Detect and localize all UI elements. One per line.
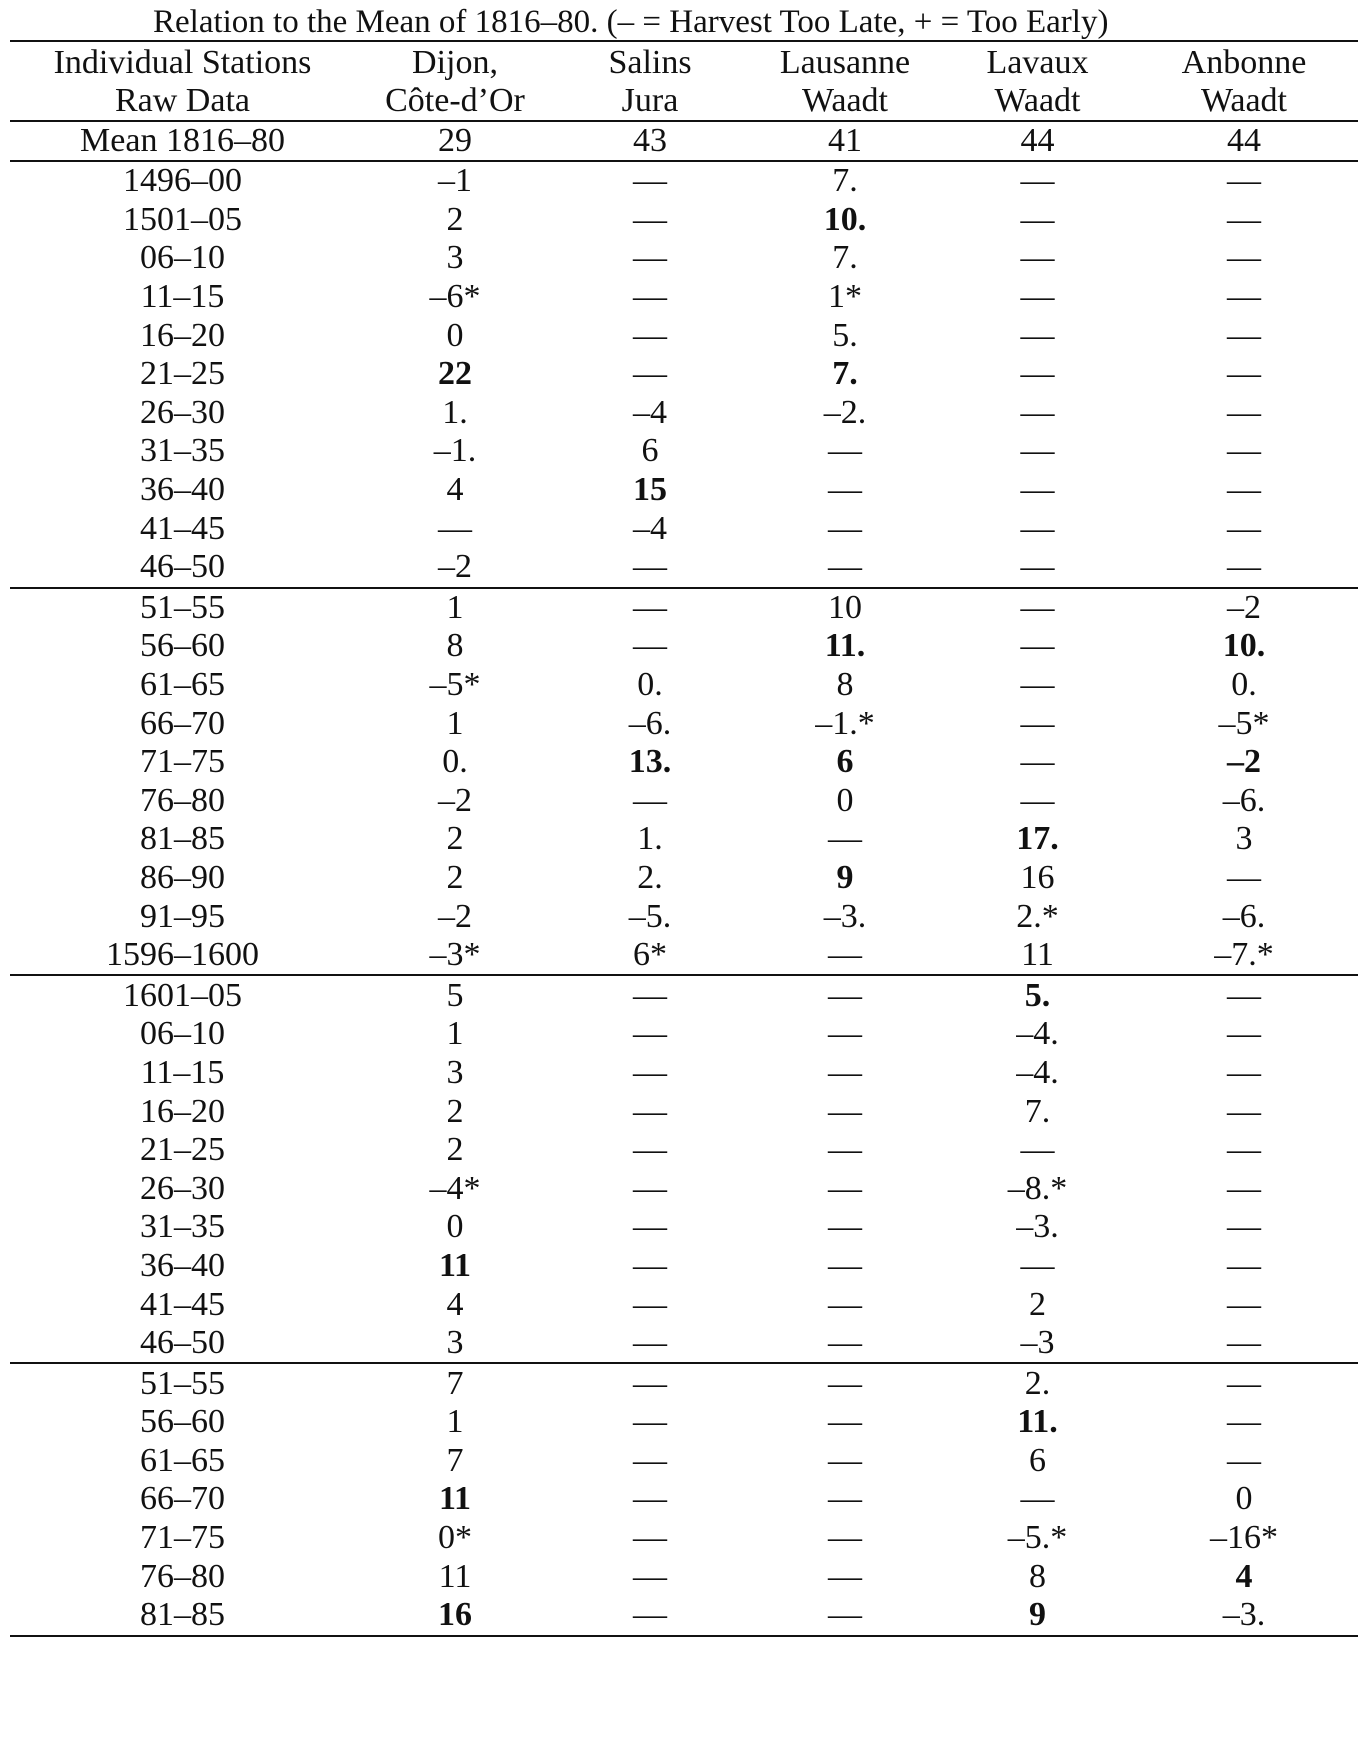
value-cell: — bbox=[633, 548, 667, 586]
column-header-line2: Jura bbox=[621, 82, 679, 119]
value-cell: — bbox=[1227, 1246, 1261, 1284]
value-cell: — bbox=[828, 1441, 862, 1479]
value-cell: 7. bbox=[832, 355, 858, 393]
mean-value: 44 bbox=[945, 121, 1130, 161]
value-cell: — bbox=[1020, 393, 1055, 431]
value-cell: –4* bbox=[429, 1169, 481, 1207]
period-cell: 71–75 bbox=[140, 1519, 225, 1557]
value-cell: — bbox=[633, 1131, 667, 1169]
value-cell: 10. bbox=[823, 200, 867, 238]
value-cell: 0. bbox=[637, 666, 663, 704]
mean-value: 41 bbox=[745, 121, 945, 161]
value-cell: 2.* bbox=[1016, 897, 1059, 935]
column-header-salins bbox=[555, 41, 745, 121]
period-cell: 31–35 bbox=[140, 432, 225, 470]
value-cell: — bbox=[555, 975, 745, 1015]
value-cell: 11. bbox=[824, 627, 866, 665]
value-cell: — bbox=[1227, 1015, 1261, 1053]
column-header-dijon bbox=[355, 41, 555, 121]
value-cell: — bbox=[1227, 278, 1261, 316]
value-cell: — bbox=[1227, 1441, 1261, 1479]
table-row bbox=[10, 975, 1358, 1015]
value-cell: 6 bbox=[1029, 1441, 1046, 1479]
value-cell: — bbox=[633, 1015, 667, 1053]
period-cell: 71–75 bbox=[140, 743, 225, 781]
period-cell: 1596–1600 bbox=[106, 936, 259, 974]
value-cell: — bbox=[555, 1363, 745, 1403]
table-row bbox=[10, 1285, 1358, 1324]
period-cell: 41–45 bbox=[140, 509, 225, 547]
value-cell: 2 bbox=[446, 1131, 464, 1169]
period-cell: 81–85 bbox=[140, 820, 225, 858]
period-cell: 61–65 bbox=[140, 1441, 225, 1479]
value-cell: –7.* bbox=[1214, 936, 1274, 974]
value-cell: — bbox=[828, 432, 862, 470]
value-cell: 0. bbox=[1231, 666, 1257, 704]
table-row bbox=[10, 201, 1358, 240]
value-cell: 1. bbox=[442, 393, 468, 431]
value-cell: –16* bbox=[1210, 1519, 1278, 1557]
value-cell: 5. bbox=[832, 316, 858, 354]
value-cell: 7 bbox=[446, 1441, 464, 1479]
value-cell: –3. bbox=[1016, 1208, 1059, 1246]
value-cell: –1. bbox=[433, 432, 477, 470]
table-row bbox=[10, 1092, 1358, 1131]
period-cell: 11–15 bbox=[140, 278, 225, 316]
table-row bbox=[10, 743, 1358, 782]
table-row bbox=[10, 239, 1358, 278]
value-cell: 8 bbox=[1029, 1557, 1046, 1595]
column-header-line2: Waadt bbox=[1201, 82, 1287, 119]
table-row bbox=[10, 278, 1358, 317]
value-cell: 5. bbox=[945, 975, 1130, 1015]
value-cell: — bbox=[633, 200, 667, 238]
table-row bbox=[10, 509, 1358, 548]
value-cell: — bbox=[1227, 1169, 1261, 1207]
value-cell: 11 bbox=[438, 1246, 472, 1284]
value-cell: 11 bbox=[438, 1480, 472, 1518]
table-row bbox=[10, 1519, 1358, 1558]
table-row bbox=[10, 471, 1358, 510]
value-cell: –6. bbox=[1222, 781, 1266, 819]
period-cell: 26–30 bbox=[140, 393, 225, 431]
value-cell: –6. bbox=[628, 704, 672, 742]
value-cell: — bbox=[1227, 1403, 1261, 1441]
value-cell: 0 bbox=[836, 781, 854, 819]
value-cell: — bbox=[555, 588, 745, 628]
value-cell: — bbox=[1227, 509, 1261, 547]
value-cell: — bbox=[828, 471, 862, 509]
value-cell: — bbox=[1227, 393, 1261, 431]
value-cell: 5 bbox=[355, 975, 555, 1015]
value-cell: –8.* bbox=[1007, 1169, 1068, 1207]
table-row bbox=[10, 355, 1358, 394]
value-cell: 13. bbox=[628, 743, 672, 781]
value-cell: — bbox=[633, 1441, 667, 1479]
value-cell: 2 bbox=[1029, 1285, 1046, 1323]
value-cell: 1 bbox=[446, 1015, 464, 1053]
value-cell: — bbox=[633, 239, 667, 277]
period-cell: 56–60 bbox=[140, 1403, 225, 1441]
value-cell: — bbox=[1020, 1246, 1055, 1284]
column-header-line2: Raw Data bbox=[114, 82, 250, 119]
value-cell: — bbox=[633, 162, 667, 200]
value-cell: — bbox=[1227, 1092, 1261, 1130]
value-cell: — bbox=[745, 1363, 945, 1403]
value-cell: –2. bbox=[823, 393, 867, 431]
value-cell: — bbox=[1227, 1131, 1261, 1169]
value-cell: 0* bbox=[438, 1519, 472, 1557]
column-header-lausanne bbox=[745, 41, 945, 121]
period-cell: 1501–05 bbox=[123, 200, 242, 238]
value-cell: — bbox=[1020, 743, 1055, 781]
value-cell: — bbox=[1020, 200, 1055, 238]
value-cell: 16 bbox=[1020, 858, 1055, 896]
value-cell: 2 bbox=[446, 858, 464, 896]
table-row bbox=[10, 1169, 1358, 1208]
column-header-line1: Lavaux bbox=[986, 44, 1089, 81]
column-header-line1: Dijon, bbox=[412, 44, 498, 81]
value-cell: — bbox=[1130, 975, 1358, 1015]
value-cell: — bbox=[745, 975, 945, 1015]
value-cell: 7. bbox=[1024, 1092, 1051, 1130]
table-row bbox=[10, 1247, 1358, 1286]
value-cell: — bbox=[1020, 432, 1055, 470]
table-body bbox=[10, 161, 1358, 1636]
column-header-anbonne bbox=[1130, 41, 1358, 121]
table-row bbox=[10, 588, 1358, 628]
value-cell: –4. bbox=[1016, 1015, 1059, 1053]
value-cell: 2 bbox=[446, 1092, 464, 1130]
value-cell: — bbox=[633, 278, 667, 316]
value-cell: –5. bbox=[628, 897, 672, 935]
value-cell: — bbox=[828, 1208, 862, 1246]
value-cell: 0. bbox=[442, 743, 468, 781]
value-cell: 11 bbox=[438, 1557, 472, 1595]
value-cell: — bbox=[633, 1557, 667, 1595]
value-cell: 1 bbox=[446, 704, 464, 742]
value-cell: 8 bbox=[446, 627, 464, 665]
value-cell: — bbox=[1020, 1480, 1055, 1518]
value-cell: — bbox=[633, 1403, 667, 1441]
value-cell: — bbox=[1020, 316, 1055, 354]
value-cell: — bbox=[555, 1596, 745, 1636]
value-cell: — bbox=[1227, 316, 1261, 354]
mean-row bbox=[10, 121, 1358, 161]
value-cell: 7. bbox=[832, 162, 858, 200]
table-row bbox=[10, 936, 1358, 976]
value-cell: 7 bbox=[355, 1363, 555, 1403]
value-cell: 2 bbox=[446, 820, 464, 858]
value-cell: –6. bbox=[1222, 897, 1266, 935]
period-cell: 76–80 bbox=[140, 781, 225, 819]
value-cell: — bbox=[828, 1053, 862, 1091]
period-cell: 36–40 bbox=[140, 471, 225, 509]
value-cell: 3 bbox=[1235, 820, 1253, 858]
value-cell: 2. bbox=[637, 858, 663, 896]
value-cell: — bbox=[1130, 1363, 1358, 1403]
value-cell: — bbox=[633, 1053, 667, 1091]
value-cell: 3 bbox=[446, 1053, 464, 1091]
value-cell: — bbox=[1020, 509, 1055, 547]
value-cell: — bbox=[828, 1519, 862, 1557]
value-cell: — bbox=[828, 1480, 862, 1518]
value-cell: — bbox=[1227, 858, 1261, 896]
period-cell: 86–90 bbox=[140, 858, 225, 896]
mean-value: 29 bbox=[355, 121, 555, 161]
table-row bbox=[10, 1596, 1358, 1636]
value-cell: — bbox=[945, 588, 1130, 628]
value-cell: — bbox=[1020, 1131, 1055, 1169]
value-cell: — bbox=[1227, 432, 1261, 470]
table-row bbox=[10, 1363, 1358, 1403]
value-cell: — bbox=[828, 1015, 862, 1053]
period-cell: 61–65 bbox=[140, 666, 225, 704]
value-cell: — bbox=[633, 627, 667, 665]
table-row bbox=[10, 1442, 1358, 1481]
value-cell: –2 bbox=[438, 897, 472, 935]
harvest-table bbox=[10, 40, 1358, 1637]
value-cell: 15 bbox=[633, 471, 667, 509]
column-header-line1: Anbonne bbox=[1181, 44, 1307, 81]
value-cell: –5.* bbox=[1007, 1519, 1068, 1557]
value-cell: 0 bbox=[446, 1208, 464, 1246]
period-cell: 51–55 bbox=[10, 1363, 355, 1403]
period-cell: 66–70 bbox=[140, 1480, 225, 1518]
value-cell: — bbox=[438, 509, 472, 547]
table-row bbox=[10, 1557, 1358, 1596]
period-cell: 31–35 bbox=[140, 1208, 225, 1246]
value-cell: –1 bbox=[438, 162, 472, 200]
value-cell: –2 bbox=[438, 781, 472, 819]
period-cell: 21–25 bbox=[140, 355, 225, 393]
value-cell: — bbox=[828, 1092, 862, 1130]
value-cell: 9 bbox=[945, 1596, 1130, 1636]
value-cell: — bbox=[1020, 471, 1055, 509]
value-cell: — bbox=[828, 1324, 862, 1362]
value-cell: 1* bbox=[828, 278, 862, 316]
value-cell: — bbox=[633, 1208, 667, 1246]
table-row bbox=[10, 1015, 1358, 1054]
table-row bbox=[10, 897, 1358, 936]
value-cell: — bbox=[1020, 355, 1055, 393]
period-cell: 76–80 bbox=[140, 1557, 225, 1595]
period-cell: 81–85 bbox=[10, 1596, 355, 1636]
period-cell: 16–20 bbox=[140, 316, 225, 354]
value-cell: — bbox=[1020, 781, 1055, 819]
value-cell: — bbox=[633, 1324, 667, 1362]
mean-value: 43 bbox=[555, 121, 745, 161]
value-cell: 6 bbox=[836, 743, 854, 781]
value-cell: — bbox=[1020, 162, 1055, 200]
value-cell: — bbox=[633, 1519, 667, 1557]
period-cell: 26–30 bbox=[140, 1169, 225, 1207]
value-cell: — bbox=[1020, 278, 1055, 316]
period-cell: 16–20 bbox=[140, 1092, 225, 1130]
value-cell: 16 bbox=[355, 1596, 555, 1636]
period-cell: 91–95 bbox=[140, 897, 225, 935]
table-row bbox=[10, 1324, 1358, 1364]
value-cell: –5* bbox=[1218, 704, 1270, 742]
value-cell: — bbox=[1227, 548, 1261, 586]
value-cell: –1.* bbox=[815, 704, 875, 742]
table-row bbox=[10, 548, 1358, 588]
value-cell: 1 bbox=[355, 588, 555, 628]
value-cell: — bbox=[633, 1169, 667, 1207]
table-row bbox=[10, 1208, 1358, 1247]
column-header-line2: Waadt bbox=[994, 82, 1081, 119]
table-row bbox=[10, 627, 1358, 666]
column-header-lavaux bbox=[945, 41, 1130, 121]
value-cell: — bbox=[828, 1246, 862, 1284]
value-cell: 1. bbox=[637, 820, 663, 858]
value-cell: –2 bbox=[1130, 588, 1358, 628]
table-row bbox=[10, 394, 1358, 433]
value-cell: — bbox=[1227, 1285, 1261, 1323]
table-row bbox=[10, 782, 1358, 821]
period-cell: 36–40 bbox=[140, 1246, 225, 1284]
table-row bbox=[10, 704, 1358, 743]
value-cell: — bbox=[1227, 355, 1261, 393]
value-cell: — bbox=[828, 1285, 862, 1323]
period-cell: 41–45 bbox=[140, 1285, 225, 1323]
value-cell: — bbox=[1227, 471, 1261, 509]
period-cell: 21–25 bbox=[140, 1131, 225, 1169]
value-cell: –4 bbox=[633, 509, 667, 547]
value-cell: –4 bbox=[633, 393, 667, 431]
value-cell: — bbox=[1020, 666, 1055, 704]
value-cell: — bbox=[828, 820, 862, 858]
period-cell: 46–50 bbox=[140, 548, 225, 586]
value-cell: 2. bbox=[945, 1363, 1130, 1403]
value-cell: — bbox=[1227, 1208, 1261, 1246]
value-cell: — bbox=[1227, 200, 1261, 238]
value-cell: — bbox=[1227, 239, 1261, 277]
value-cell: — bbox=[828, 548, 862, 586]
column-header-line1: Salins bbox=[608, 44, 692, 81]
period-cell: 06–10 bbox=[140, 239, 225, 277]
value-cell: 7. bbox=[832, 239, 858, 277]
column-header-line1: Lausanne bbox=[779, 44, 911, 81]
value-cell: — bbox=[1020, 548, 1055, 586]
period-cell: 11–15 bbox=[140, 1053, 225, 1091]
table-row bbox=[10, 666, 1358, 705]
value-cell: — bbox=[828, 1403, 862, 1441]
value-cell: –3. bbox=[823, 897, 867, 935]
value-cell: 0 bbox=[446, 316, 464, 354]
value-cell: — bbox=[828, 1557, 862, 1595]
period-cell: 1496–00 bbox=[123, 162, 242, 200]
value-cell: 11 bbox=[1021, 936, 1054, 974]
value-cell: 8 bbox=[836, 666, 854, 704]
value-cell: — bbox=[828, 1131, 862, 1169]
value-cell: 2 bbox=[446, 200, 464, 238]
mean-label: Mean 1816–80 bbox=[10, 121, 355, 161]
table-row bbox=[10, 859, 1358, 898]
value-cell: — bbox=[828, 509, 862, 547]
value-cell: 17. bbox=[1016, 820, 1059, 858]
value-cell: — bbox=[1227, 1324, 1261, 1362]
period-cell: 1601–05 bbox=[10, 975, 355, 1015]
value-cell: 11. bbox=[1017, 1403, 1058, 1441]
value-cell: — bbox=[633, 1092, 667, 1130]
value-cell: 0 bbox=[1235, 1480, 1253, 1518]
table-header bbox=[10, 41, 1358, 161]
value-cell: –2 bbox=[1227, 743, 1261, 781]
value-cell: — bbox=[633, 1480, 667, 1518]
value-cell: — bbox=[633, 1285, 667, 1323]
value-cell: — bbox=[633, 355, 667, 393]
value-cell: –3. bbox=[1130, 1596, 1358, 1636]
value-cell: — bbox=[1020, 704, 1055, 742]
table-row bbox=[10, 1480, 1358, 1519]
period-cell: 06–10 bbox=[140, 1015, 225, 1053]
period-cell: 51–55 bbox=[10, 588, 355, 628]
value-cell: 1 bbox=[446, 1403, 464, 1441]
value-cell: 4 bbox=[446, 471, 464, 509]
value-cell: — bbox=[633, 1246, 667, 1284]
column-header-line1: Individual Stations bbox=[53, 44, 312, 81]
value-cell: 4 bbox=[1235, 1557, 1253, 1595]
table-row bbox=[10, 432, 1358, 471]
value-cell: 6 bbox=[641, 432, 659, 470]
column-header-line2: Waadt bbox=[802, 82, 888, 119]
value-cell: 10 bbox=[745, 588, 945, 628]
table-caption: Relation to the Mean of 1816–80. (– = Harvest Too Late, + = Too Early) bbox=[153, 4, 1109, 40]
period-cell: 46–50 bbox=[140, 1324, 225, 1362]
value-cell: 6* bbox=[633, 936, 667, 974]
value-cell: –5* bbox=[429, 666, 481, 704]
value-cell: 3 bbox=[446, 1324, 464, 1362]
value-cell: 10. bbox=[1222, 627, 1266, 665]
value-cell: — bbox=[633, 781, 667, 819]
value-cell: — bbox=[1227, 1053, 1261, 1091]
table-row bbox=[10, 316, 1358, 355]
table-row bbox=[10, 161, 1358, 201]
value-cell: — bbox=[633, 316, 667, 354]
value-cell: –2 bbox=[438, 548, 472, 586]
mean-value: 44 bbox=[1130, 121, 1358, 161]
value-cell: –4. bbox=[1016, 1053, 1059, 1091]
value-cell: 22 bbox=[438, 355, 472, 393]
value-cell: 9 bbox=[836, 858, 854, 896]
value-cell: — bbox=[1227, 162, 1261, 200]
column-header-stations bbox=[10, 41, 355, 121]
period-cell: 66–70 bbox=[140, 704, 225, 742]
value-cell: –3* bbox=[429, 936, 481, 974]
value-cell: — bbox=[1020, 627, 1055, 665]
value-cell: –6* bbox=[429, 278, 481, 316]
value-cell: 3 bbox=[446, 239, 464, 277]
value-cell: — bbox=[828, 1169, 862, 1207]
table-row bbox=[10, 1131, 1358, 1170]
value-cell: — bbox=[1020, 239, 1055, 277]
period-cell: 56–60 bbox=[140, 627, 225, 665]
table-row bbox=[10, 1054, 1358, 1093]
header-row bbox=[10, 41, 1358, 121]
value-cell: –3 bbox=[1020, 1324, 1055, 1362]
value-cell: — bbox=[828, 936, 862, 974]
table-row bbox=[10, 1403, 1358, 1442]
column-header-line2: Côte-d’Or bbox=[385, 82, 525, 119]
value-cell: 4 bbox=[446, 1285, 464, 1323]
value-cell: — bbox=[745, 1596, 945, 1636]
table-row bbox=[10, 820, 1358, 859]
